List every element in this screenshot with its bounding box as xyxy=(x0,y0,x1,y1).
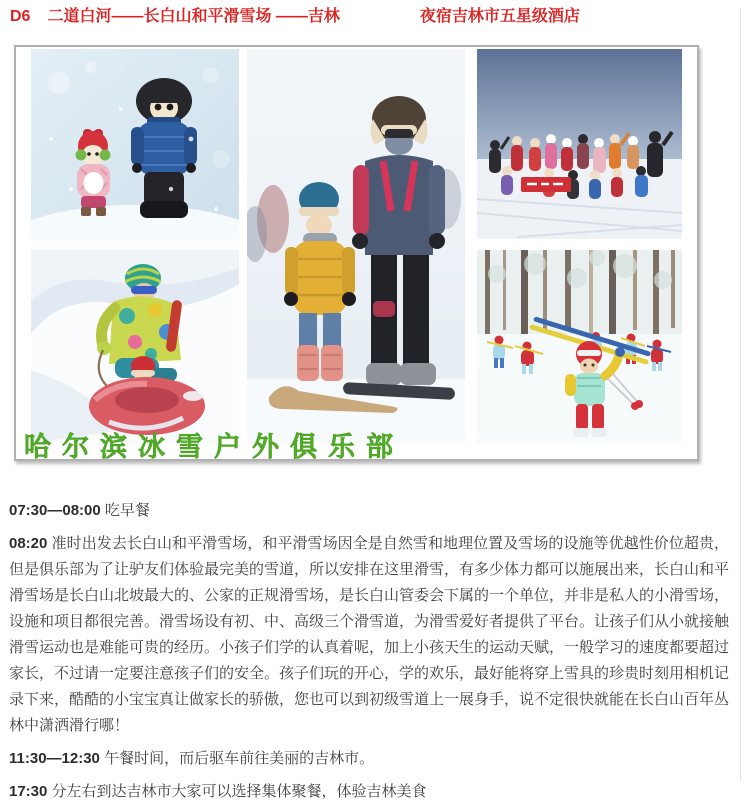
stay-info: 夜宿吉林市五星级酒店 xyxy=(419,8,580,25)
schedule-text: 吃早餐 xyxy=(104,502,150,519)
schedule-time: 11:30—12:30 xyxy=(9,750,100,767)
schedule-entry xyxy=(9,779,729,805)
page-right-border xyxy=(740,8,741,781)
photo-cartoon-children xyxy=(31,49,239,239)
schedule-time: 07:30—08:00 xyxy=(9,502,101,519)
schedule-text: 准时出发去长白山和平滑雪场，和平滑雪场因全是自然雪和地理位置及雪场的设施等优越性价位超贵，但是俱乐部为了让驴友们体验最完美的雪道，所以安排在这里滑雪，有多少体力都可以施展出来，长白山和平滑雪场是长白山北坡最大的、公家的正规滑雪场，是长白山管委会下属的一个单位，并非是私人的小滑雪场，设施和项目都很完善。滑雪场设有初、中、高级三个滑雪道，为滑雪爱好者提供了平台。让孩子们从小就接触滑雪运动也是难能可贵的经历。小孩子们学的认真着呢，加上小孩天生的运动天赋，一般学习的速度都要超过家长，不过请一定要注意孩子们的安全。孩子们玩的开心，学的欢乐，最好能将穿上雪具的珍贵时刻用相机记录下来，酷酷的小宝宝真让做家长的骄傲，您也可以到初级雪道上一展身手，说不定很快就能在长白山百年丛林中潇洒滑行哪！ xyxy=(9,535,730,734)
route-title: 二道白河——长白山和平滑雪场 ——吉林 xyxy=(47,8,340,25)
day-label: D6 xyxy=(10,8,31,25)
photo-group-snowfield xyxy=(477,49,682,239)
day-header xyxy=(10,8,745,26)
photo-collage xyxy=(14,45,699,461)
schedule-time: 08:20 xyxy=(9,535,48,552)
photo-father-child-snowboard xyxy=(247,49,465,443)
schedule-entry xyxy=(9,746,729,772)
schedule-entry xyxy=(9,531,729,739)
schedule-time: 17:30 xyxy=(9,783,48,800)
watermark-text: 哈尔滨冰雪户外俱乐部 xyxy=(24,432,404,461)
schedule-text: 午餐时间，而后驱车前往美丽的吉林市。 xyxy=(104,750,375,767)
photo-snow-tube xyxy=(31,250,239,443)
itinerary-schedule xyxy=(0,498,745,805)
photo-kids-skis-forest xyxy=(477,250,682,443)
schedule-entry xyxy=(9,498,729,524)
schedule-text: 分左右到达吉林市大家可以选择集体聚餐，体验吉林美食 xyxy=(51,783,427,800)
